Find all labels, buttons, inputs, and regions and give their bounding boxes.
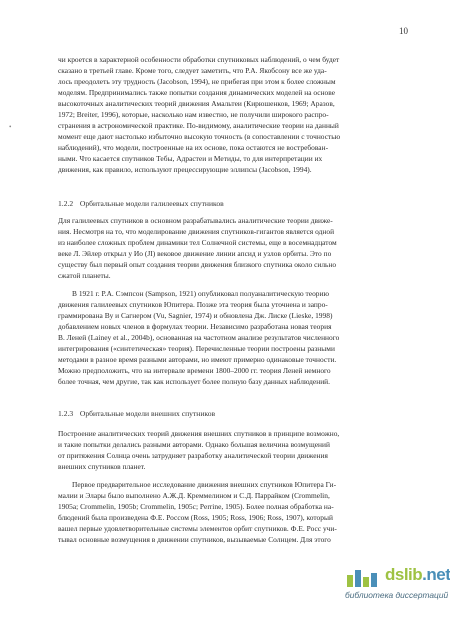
text-line: Для галилеевых спутников в основном разрабатывались аналитические теории движе-	[58, 216, 333, 225]
watermark-site-name	[385, 565, 450, 585]
text-line: из наиболее сложных проблем динамики тел Солнечной системы, еще в восемнадцатом	[58, 238, 337, 247]
text-line: высокоточных аналитических теорий движения Амальтеи (Кирюшенков, 1969; Аразов,	[58, 99, 335, 108]
section-number: 1.2.3	[58, 409, 74, 418]
text-line: странения в астрономической практике. По-видимому, аналитические теории на данный	[58, 121, 339, 130]
text-line: более точная, чем другие, так как использует более полную базу данных наблюдений.	[58, 377, 331, 386]
text-line: движения галилеевых спутников Юпитера. Позже эта теория была уточнена и запро-	[58, 300, 328, 309]
section-number: 1.2.2	[58, 199, 74, 208]
watermark-subtitle: библиотека диссертаций	[345, 590, 449, 600]
watermark-site: dslib	[385, 565, 423, 584]
text-line: вашел первые удовлетворительные системы элементов орбит спутников. Ф.Е. Росс учи-	[58, 524, 337, 533]
text-line: граммирована Ву и Сагнером (Vu, Sagnier, 1974) и обновлена Дж. Лиске (Lieske, 1998)	[58, 311, 333, 320]
text-line: сжатой планеты.	[58, 271, 111, 280]
text-line: момент еще дают настолько избыточно высокую точность (в сопоставлении с точностью	[58, 132, 341, 141]
section-heading-1-2-3	[58, 409, 215, 418]
text-line: Первое предварительное исследование движения внешних спутников Юпитера Ги-	[72, 480, 337, 489]
text-line: Можно предположить, что на интервале времени 1800–2000 гг. теория Леней немного	[58, 366, 331, 375]
text-line: Построение аналитических теорий движения внешних спутников в принципе возможно,	[58, 429, 340, 438]
text-line: В 1921 г. Р.А. Сэмпсон (Sampson, 1921) опубликовал полуаналитическую теорию	[72, 289, 330, 298]
text-line: чи кроется в характерной особенности обработки спутниковых наблюдений, о чем будет	[58, 55, 340, 64]
text-line: 1972; Breiter, 1996), которые, насколько нам известно, не получили широкого распро-	[58, 110, 329, 119]
text-line: сказано в третьей главе. Кроме того, следует заметить, что Р.А. Якобсону все же уда-	[58, 66, 327, 75]
text-line: от притяжения Солнца очень затрудняет разработку аналитической теории движения	[58, 451, 328, 460]
text-line: ными. Что касается спутников Тебы, Адрастеи и Метиды, то для интерпретации их	[58, 154, 323, 163]
text-line: внешних спутников планет.	[58, 462, 146, 471]
text-line: блюдений была произведена Ф.Е. Россом (Ross, 1905; Ross, 1906; Ross, 1907), который	[58, 513, 333, 522]
text-line: 1905a; Crommelin, 1905b; Crommelin, 1905c; Perrine, 1905). Более полная обработка на-	[58, 502, 334, 511]
text-line: В. Леней (Lainey et al., 2004b), основанная на частотном анализе результатов численного	[58, 333, 340, 342]
text-line: ния. Несмотря на то, что моделирование движения спутников-гигантов является одной	[58, 227, 335, 236]
text-line: тывал основные возмущения в движении спутников, вызываемые Солнцем. Для этого	[58, 535, 331, 544]
side-mark: •	[9, 123, 12, 131]
section-heading-1-2-2	[58, 199, 224, 208]
text-line: и такие попытки делались разными авторами. Однако большая величина возмущений	[58, 440, 330, 449]
text-line: существу был первый опыт создания теории движения близкого спутника около сильно	[58, 260, 337, 269]
text-line: движения, как правило, используют прецессирующие эллипсы (Jacobson, 1994).	[58, 165, 312, 174]
section-title: Орбитальные модели внешних спутников	[79, 409, 216, 418]
text-line: моделям. Предпринимались также попытки создания динамических моделей на основе	[58, 88, 336, 97]
text-line: методами в разное время разными авторами, но имеют примерно одинаковые точности.	[58, 355, 337, 364]
text-line: лось преодолеть эту трудность (Jacobson, 1994), не прибегая при этом к более сложным	[58, 77, 336, 86]
section-title: Орбитальные модели галилеевых спутников	[79, 199, 224, 208]
text-line: наблюдений), что модели, построенные на их основе, пока остаются не востребован-	[58, 143, 329, 152]
watermark-tld: .net	[422, 565, 450, 584]
text-line: добавлением новых членов в формулах теории. Независимо разработана новая теория	[58, 322, 332, 331]
text-line: малии и Элары было выполнено А.Ж.Д. Креммелином и С.Д. Паррайком (Crommelin,	[58, 491, 330, 500]
dslib-logo-icon	[345, 565, 383, 589]
dslib-watermark	[345, 565, 450, 615]
text-line: интегрирования («синтетическая» теория). Перечисленные теории построены разными	[58, 344, 335, 353]
page-number: 10	[399, 26, 408, 36]
text-line: веке Л. Эйлер открыл у Ио (JI) вековое движение линии апсид и узлов орбиты. Это по	[58, 249, 332, 258]
